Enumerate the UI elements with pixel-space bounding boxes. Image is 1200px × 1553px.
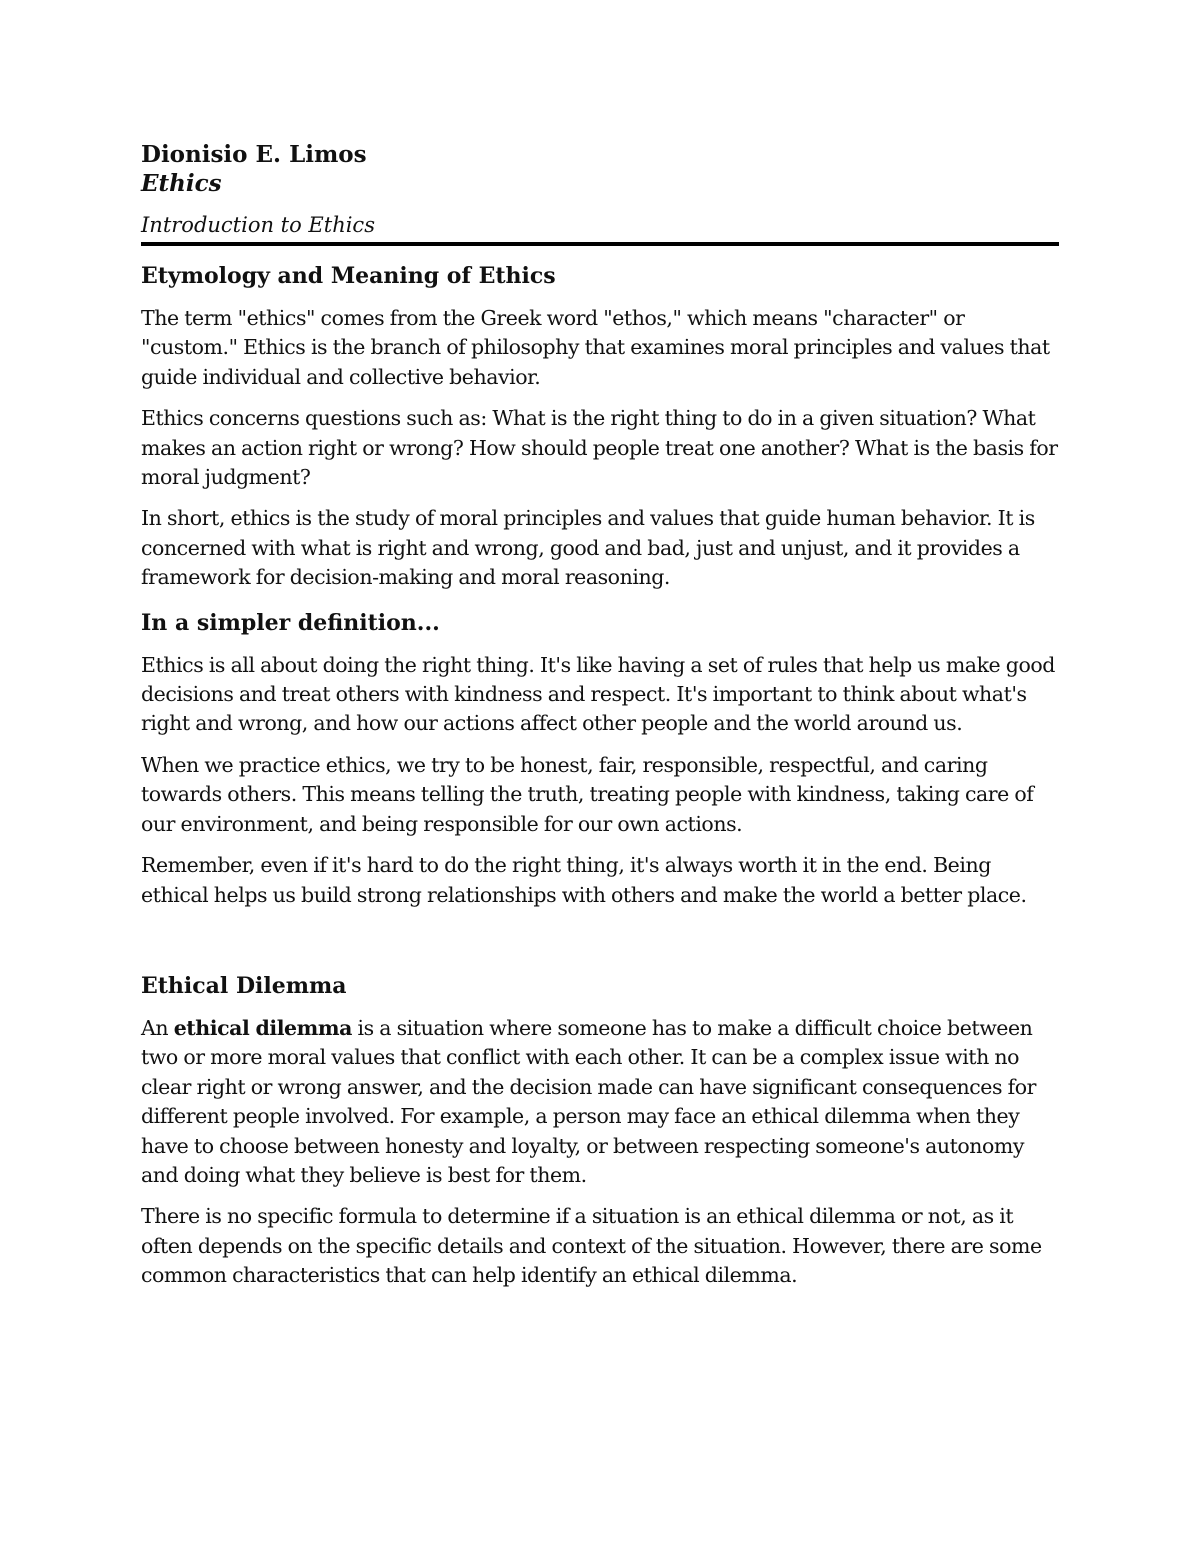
section-heading-ethical-dilemma: Ethical Dilemma <box>141 972 347 999</box>
dilemma-rest-text: is a situation where someone has to make a difficult choice between two or more moral values that conflict with each other. It can be a complex issue with no clear right or wrong answer, and the decision made can have significant consequences for different people involved. For example, a person may face an ethical dilemma when they have to choose between honesty and loyalty, or between respecting someone's autonomy and doing what they believe is best for them. <box>141 1015 1037 1187</box>
paragraph: In short, ethics is the study of moral principles and values that guide human behavior. It is concerned with what is right and wrong, good and bad, just and unjust, and it provides a framework for decision-making and moral reasoning. <box>141 506 1035 590</box>
paragraph-dilemma-definition <box>141 1014 1059 1190</box>
header-divider <box>141 242 1059 246</box>
paragraph: Ethics is all about doing the right thing. It's like having a set of rules that help us make good decisions and treat others with kindness and respect. It's important to think about what's right and wrong, and how our actions affect other people and the world around us. <box>141 652 1055 736</box>
dilemma-lead-text: An <box>141 1015 174 1040</box>
paragraph: The term "ethics" comes from the Greek word "ethos," which means "character" or "custom." Ethics is the branch of philosophy that examines moral principles and values that guide individual and collective behavior. <box>141 306 1050 389</box>
section-heading-simpler-definition: In a simpler definition... <box>141 609 440 636</box>
paragraph: Ethics concerns questions such as: What is the right thing to do in a given situation? What makes an action right or wrong? How should people treat one another? What is the basis for moral judgment? <box>141 406 1058 490</box>
course-title: Ethics <box>141 170 222 197</box>
paragraph: There is no specific formula to determine if a situation is an ethical dilemma or not, as it often depends on the specific details and context of the situation. However, there are some common characteristics that can help identify an ethical dilemma. <box>141 1204 1042 1288</box>
author-name: Dionisio E. Limos <box>141 141 367 168</box>
document-page <box>141 140 1059 1291</box>
paragraph: When we practice ethics, we try to be honest, fair, responsible, respectful, and caring towards others. This means telling the truth, treating people with kindness, taking care of our environment, and being responsible for our own actions. <box>141 752 1034 836</box>
document-subtitle: Introduction to Ethics <box>141 213 375 237</box>
section-heading-etymology: Etymology and Meaning of Ethics <box>141 263 556 289</box>
paragraph: Remember, even if it's hard to do the right thing, it's always worth it in the end. Being ethical helps us build strong relationships with others and make the world a better place. <box>141 853 1027 907</box>
ethical-dilemma-term: ethical dilemma <box>173 1015 352 1040</box>
